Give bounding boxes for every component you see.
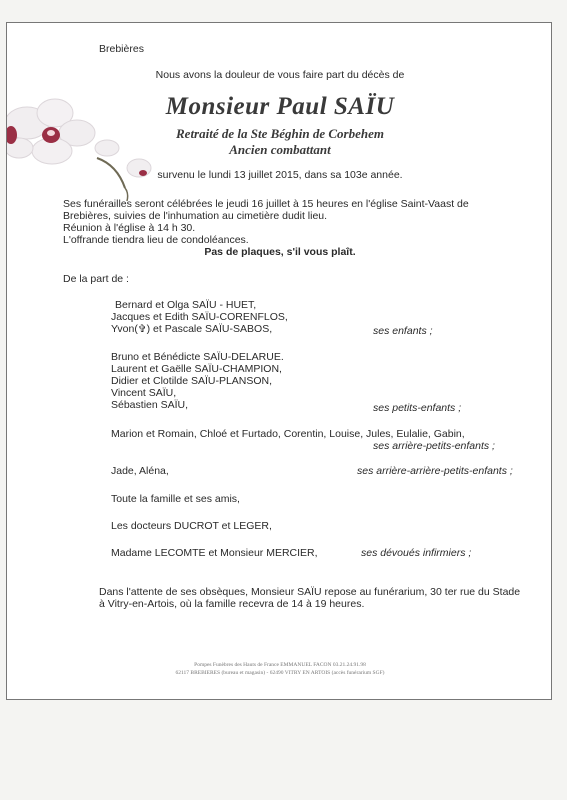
child-line: Bernard et Olga SAÏU - HUET, bbox=[115, 299, 257, 311]
child-line: Jacques et Edith SAÏU-CORENFLOS, bbox=[111, 311, 288, 323]
nurses-role: ses dévoués infirmiers ; bbox=[361, 547, 472, 559]
children-role: ses enfants ; bbox=[373, 325, 433, 337]
great-great-grandchildren-role: ses arrière-arrière-petits-enfants ; bbox=[357, 465, 513, 477]
announcement-intro: Nous avons la douleur de vous faire part du décès de bbox=[155, 69, 405, 81]
rest-line-1: Dans l'attente de ses obsèques, Monsieur SAÏU repose au funérarium, 30 ter rue du Stade bbox=[99, 586, 521, 598]
family-intro: De la part de : bbox=[63, 273, 129, 285]
nurses-line: Madame LECOMTE et Monsieur MERCIER, bbox=[111, 547, 318, 559]
funeral-line-2: Brebières, suivies de l'inhumation au cimetière dudit lieu. bbox=[63, 210, 328, 222]
grandchildren-role: ses petits-enfants ; bbox=[373, 402, 462, 414]
grandchild-line: Laurent et Gaëlle SAÏU-CHAMPION, bbox=[111, 363, 282, 375]
grandchild-line: Vincent SAÏU, bbox=[111, 387, 177, 399]
obituary-sheet bbox=[6, 22, 552, 700]
grandchild-line: Bruno et Bénédicte SAÏU-DELARUE. bbox=[111, 351, 284, 363]
footer-address: 62117 BREBIERES (bureau et magasin) - 62490 VITRY EN ARTOIS (accès funérarium SGF) bbox=[175, 670, 385, 676]
subtitle-veteran: Ancien combattant bbox=[229, 142, 331, 157]
great-grandchildren-role: ses arrière-petits-enfants ; bbox=[373, 440, 495, 452]
funeral-line-4: L'offrande tiendra lieu de condoléances. bbox=[63, 234, 249, 246]
family-and-friends: Toute la famille et ses amis, bbox=[111, 493, 240, 505]
funeral-line-3: Réunion à l'église à 14 h 30. bbox=[63, 222, 196, 234]
town-name: Brebières bbox=[99, 43, 144, 55]
no-flowers-notice: Pas de plaques, s'il vous plaît. bbox=[204, 246, 356, 258]
rest-line-2: à Vitry-en-Artois, où la famille recevra de 14 à 19 heures. bbox=[99, 598, 365, 610]
great-great-grandchildren-names: Jade, Aléna, bbox=[111, 465, 169, 477]
footer-funeral-home: Pompes Funèbres des Hauts de France EMMANUEL FACON 03.21.24.91.98 bbox=[194, 662, 366, 668]
grandchild-line: Sébastien SAÏU, bbox=[111, 399, 189, 411]
child-line: Yvon(✞) et Pascale SAÏU-SABOS, bbox=[111, 323, 273, 335]
death-date: survenu le lundi 13 juillet 2015, dans sa 103e année. bbox=[157, 169, 403, 181]
subtitle-profession: Retraité de la Ste Béghin de Corbehem bbox=[176, 126, 384, 141]
funeral-line-1: Ses funérailles seront célébrées le jeudi 16 juillet à 15 heures en l'église Saint-Vaast de bbox=[63, 198, 469, 210]
doctors-line: Les docteurs DUCROT et LEGER, bbox=[111, 520, 272, 532]
great-grandchildren-names: Marion et Romain, Chloé et Furtado, Corentin, Louise, Jules, Eulalie, Gabin, bbox=[111, 428, 465, 440]
deceased-name: Monsieur Paul SAÏU bbox=[165, 93, 395, 120]
grandchild-line: Didier et Clotilde SAÏU-PLANSON, bbox=[111, 375, 273, 387]
